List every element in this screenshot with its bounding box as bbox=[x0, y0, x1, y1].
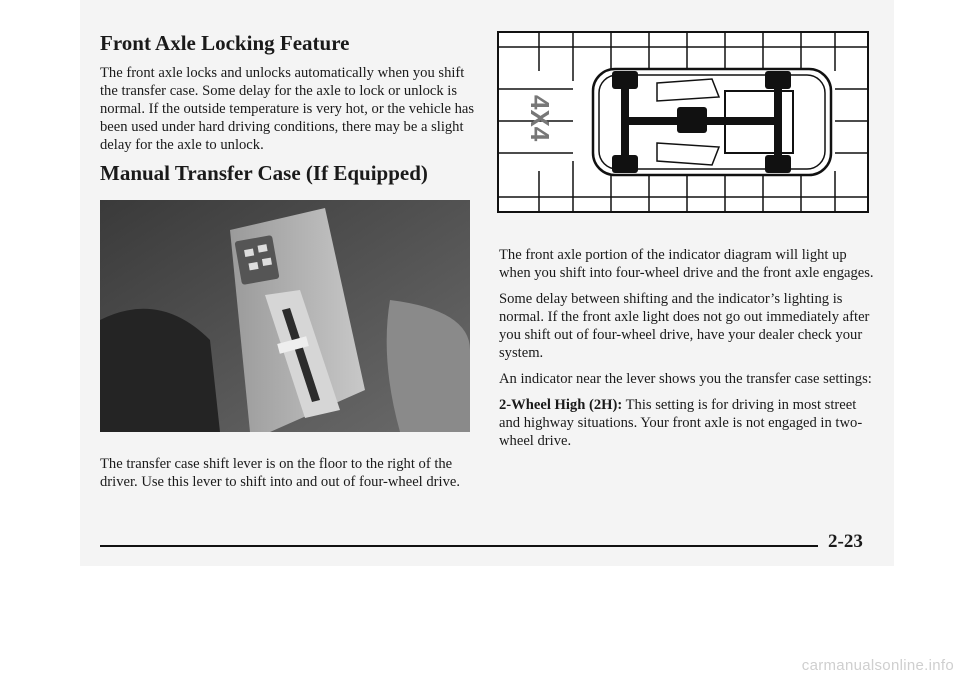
manual-transfer-heading: Manual Transfer Case (If Equipped) bbox=[100, 161, 428, 185]
two-wheel-high-term: 2-Wheel High (2H): bbox=[499, 397, 623, 413]
indicator-delay-paragraph: Some delay between shifting and the indicator’s lighting is normal. If the front axle light does not go out immediately after you shift out of four-wheel drive, have your dealer check your system. bbox=[499, 291, 870, 361]
page-number: 2-23 bbox=[828, 531, 863, 552]
front-axle-heading: Front Axle Locking Feature bbox=[100, 31, 350, 55]
watermark: carmanualsonline.info bbox=[801, 657, 954, 674]
transfer-case-photo-illustration bbox=[100, 200, 470, 432]
indicator-settings-paragraph: An indicator near the lever shows you the transfer case settings: bbox=[499, 371, 872, 387]
drivetrain-diagram bbox=[497, 31, 869, 213]
four-wheel-drive-indicator-diagram bbox=[497, 31, 869, 213]
transfer-case-photo bbox=[100, 200, 470, 432]
left-column bbox=[100, 30, 478, 154]
front-axle-paragraph: The front axle locks and unlocks automatically when you shift the transfer case. Some delay for the axle to lock or unlock is normal. If the outside temperature is very hot, or the vehicle has been used under hard driving conditions, there may be a slight delay for the axle to unlock. bbox=[100, 65, 475, 153]
two-wheel-high-paragraph bbox=[499, 396, 879, 450]
two-wheel-high-text: This setting is for driving in most street and highway situations. Your front axle is not engaged in two-wheel drive. bbox=[499, 397, 863, 449]
right-column bbox=[499, 246, 879, 450]
front-axle-indicator-paragraph: The front axle portion of the indicator diagram will light up when you shift into four-wheel drive and the front axle engages. bbox=[499, 247, 874, 281]
four-by-four-label: 4X4 bbox=[525, 95, 555, 142]
transfer-case-caption: The transfer case shift lever is on the floor to the right of the driver. Use this lever to shift into and out of four-wheel drive. bbox=[100, 456, 461, 490]
footer-rule bbox=[100, 545, 818, 547]
